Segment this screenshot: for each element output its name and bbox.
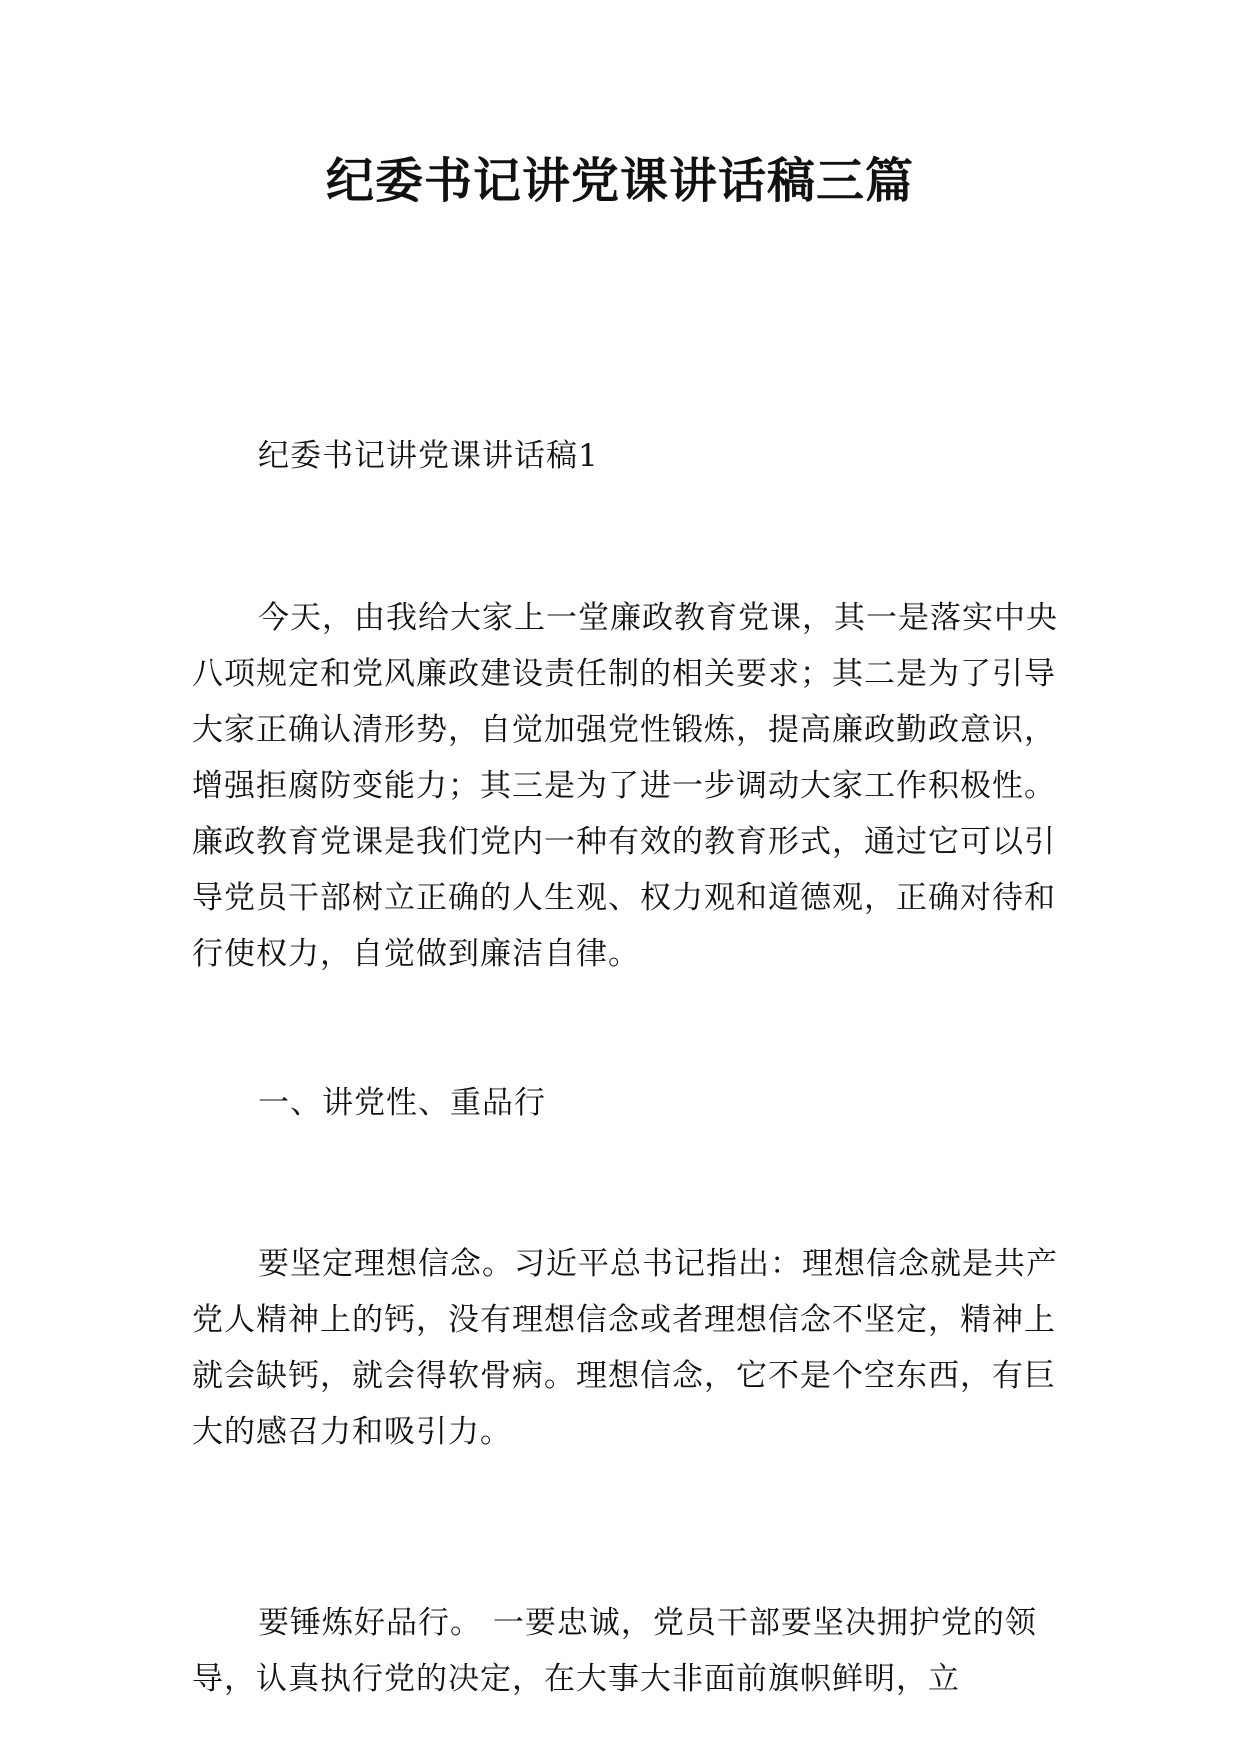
body-paragraph-ideals: 要坚定理想信念。习近平总书记指出：理想信念就是共产党人精神上的钙，没有理想信念或者理想信念不坚定，精神上就会缺钙，就会得软骨病。理想信念，它不是个空东西，有巨大的感召力和吸引力。 (192, 1246, 1058, 1450)
body-paragraph-conduct: 要锤炼好品行。 一要忠诚，党员干部要坚决拥护党的领 导，认真执行党的决定，在大事大非面前旗帜鲜明，立 (192, 1605, 1037, 1697)
document-title: 纪委书记讲党课讲话稿三篇 (325, 153, 914, 209)
body-paragraph-intro: 今天，由我给大家上一堂廉政教育党课，其一是落实中央八项规定和党风廉政建设责任制的相关要求；其二是为了引导大家正确认清形势，自觉加强党性锻炼，提高廉政勤政意识，增强拒腐防变能力；其三是为了进一步调动大家工作积极性。廉政教育党课是我们党内一种有效的教育形式，通过它可以引导党员干部树立正确的人生观、权力观和道德观，正确对待和行使权力，自觉做到廉洁自律。 (192, 600, 1058, 972)
section-heading-1: 一、讲党性、重品行 (258, 1085, 546, 1121)
speech-subheading: 纪委书记讲党课讲话稿1 (258, 438, 599, 474)
